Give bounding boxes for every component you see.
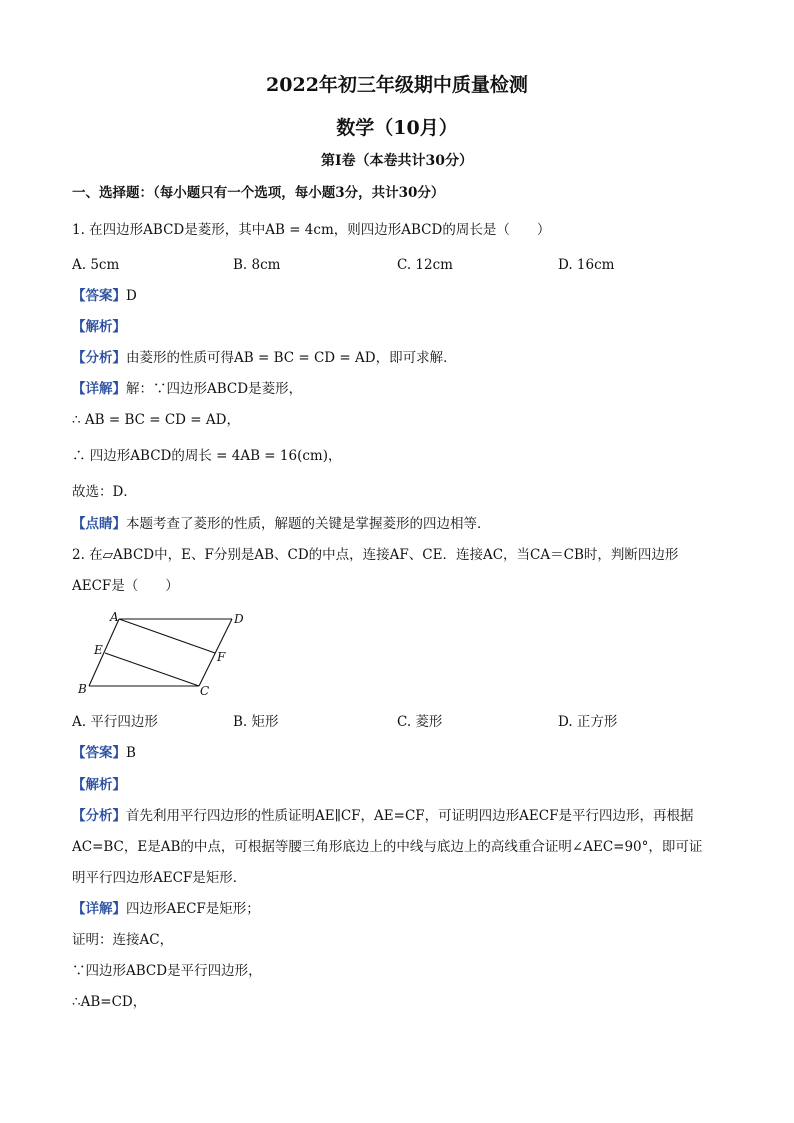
exam-subject: 数学（10月） bbox=[336, 117, 458, 139]
dianjing-tag: 【点睛】 bbox=[72, 516, 126, 532]
q2-proof-3: ∴AB=CD， bbox=[72, 994, 147, 1010]
answer-value: D bbox=[126, 288, 137, 304]
q1-option-b: B. 8cm bbox=[233, 257, 281, 273]
segment-af bbox=[119, 619, 215, 653]
fenxi-tag: 【分析】 bbox=[72, 350, 126, 366]
label-c: C bbox=[200, 684, 210, 698]
parallelogram-figure bbox=[72, 604, 262, 704]
q1-xiangjie bbox=[72, 379, 302, 399]
analysis-tag: 【解析】 bbox=[72, 777, 126, 793]
q2-fenxi-line-2: AC=BC，E是AB的中点，可根据等腰三角形底边上的中线与底边上的高线重合证明∠AEC=90°，即可证 bbox=[72, 839, 703, 855]
label-e: E bbox=[94, 643, 103, 657]
q1-stem: 1. 在四边形ABCD是菱形，其中AB = 4cm，则四边形ABCD的周长是（ ） bbox=[72, 222, 551, 238]
answer-tag: 【答案】 bbox=[72, 288, 126, 304]
q1-step-3: 故选：D． bbox=[72, 484, 137, 500]
side-dc bbox=[199, 619, 232, 686]
answer-value: B bbox=[126, 745, 136, 761]
segment-ec bbox=[105, 653, 199, 686]
label-f: F bbox=[217, 650, 226, 664]
q2-stem-line-2: AECF是（ ） bbox=[72, 578, 179, 594]
xiangjie-tag: 【详解】 bbox=[72, 381, 126, 397]
q2-proof-1: 证明：连接AC， bbox=[72, 932, 174, 948]
q1-step-1: ∴ AB = BC = CD = AD， bbox=[72, 412, 240, 428]
q2-fenxi-line-3: 明平行四边形AECF是矩形． bbox=[72, 870, 247, 886]
q2-option-b: B. 矩形 bbox=[233, 714, 279, 730]
q2-analysis-heading bbox=[72, 775, 126, 795]
answer-tag: 【答案】 bbox=[72, 745, 126, 761]
q2-answer bbox=[72, 743, 136, 763]
q2-option-c: C. 菱形 bbox=[397, 714, 443, 730]
q1-fenxi bbox=[72, 348, 457, 368]
xiangjie-tag: 【详解】 bbox=[72, 901, 126, 917]
q1-option-a: A. 5cm bbox=[72, 257, 120, 273]
q2-option-a: A. 平行四边形 bbox=[72, 714, 158, 730]
dianjing-text: 本题考查了菱形的性质，解题的关键是掌握菱形的四边相等． bbox=[126, 516, 491, 532]
q2-xiangjie bbox=[72, 899, 260, 919]
label-d: D bbox=[234, 612, 244, 626]
label-b: B bbox=[78, 682, 87, 696]
q2-proof-2: ∵四边形ABCD是平行四边形， bbox=[72, 963, 262, 979]
section-heading: 一、选择题：（每小题只有一个选项，每小题3分，共计30分） bbox=[72, 185, 445, 201]
xiangjie-text: 解：∵四边形ABCD是菱形， bbox=[126, 381, 303, 397]
q1-step-2: ∴ 四边形ABCD的周长 = 4AB = 16(cm)， bbox=[72, 448, 342, 464]
q1-option-d: D. 16cm bbox=[558, 257, 615, 273]
xiangjie-text: 四边形AECF是矩形； bbox=[126, 901, 260, 917]
q2-option-d: D. 正方形 bbox=[558, 714, 618, 730]
label-a: A bbox=[110, 610, 119, 624]
fenxi-text: 由菱形的性质可得AB = BC = CD = AD，即可求解． bbox=[126, 350, 457, 366]
exam-title: 2022年初三年级期中质量检测 bbox=[266, 74, 528, 96]
exam-volume: 第Ⅰ卷（本卷共计30分） bbox=[320, 153, 474, 169]
q1-dianjing bbox=[72, 514, 491, 534]
q2-stem-line-1: 2. 在▱ABCD中，E、F分别是AB、CD的中点，连接AF、CE．连接AC，当CA＝CB时，判断四边形 bbox=[72, 547, 679, 563]
q2-fenxi-line-1 bbox=[72, 806, 693, 826]
fenxi-text: 首先利用平行四边形的性质证明AE∥CF，AE=CF，可证明四边形AECF是平行四边形，再根据 bbox=[126, 808, 694, 824]
q1-option-c: C. 12cm bbox=[397, 257, 453, 273]
fenxi-tag: 【分析】 bbox=[72, 808, 126, 824]
analysis-tag: 【解析】 bbox=[72, 319, 126, 335]
q1-answer bbox=[72, 286, 137, 306]
q1-analysis-heading bbox=[72, 317, 126, 337]
